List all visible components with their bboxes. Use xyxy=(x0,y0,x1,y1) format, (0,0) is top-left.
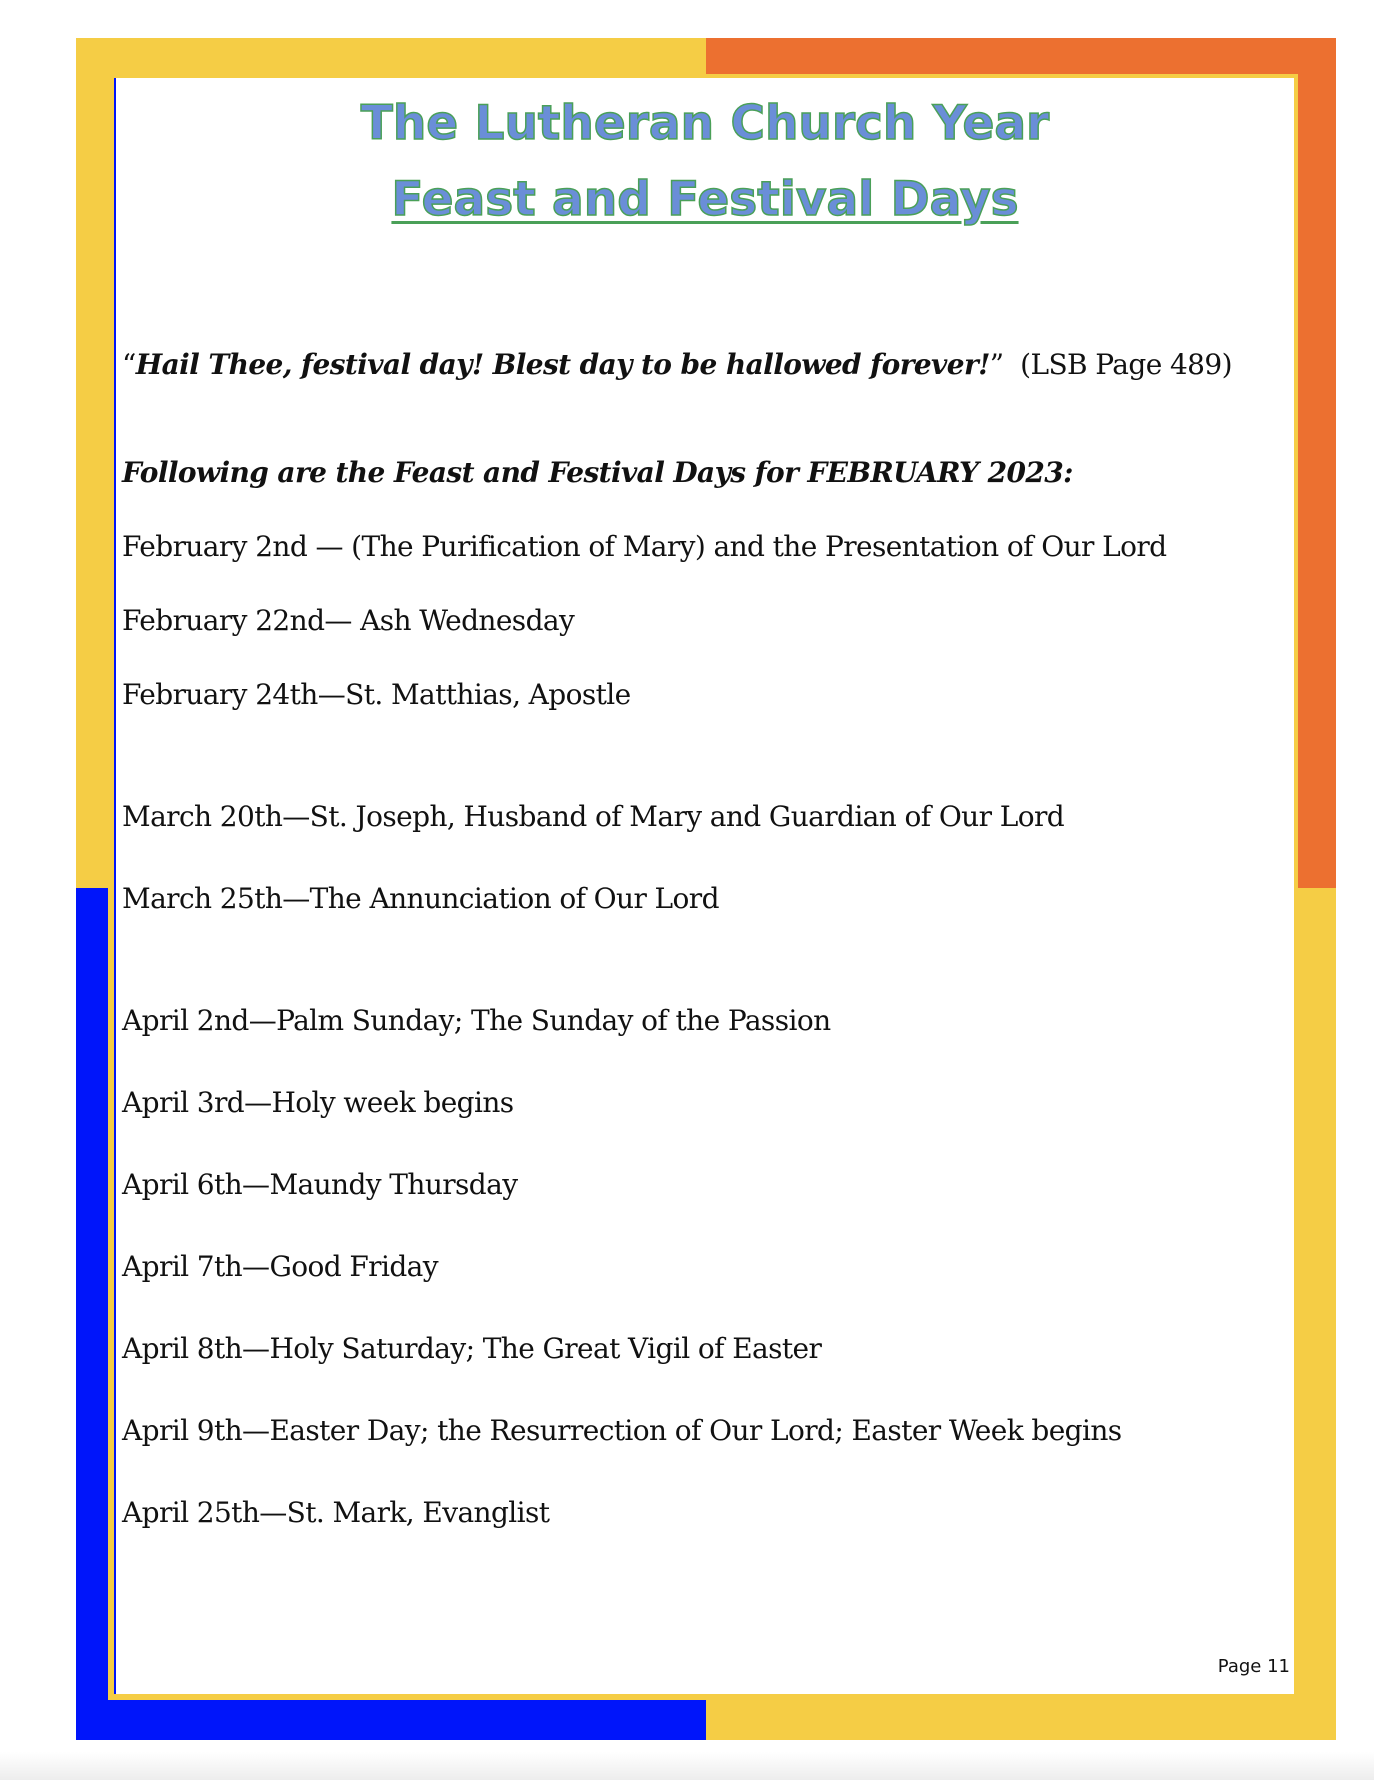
page-subtitle: Feast and Festival Days xyxy=(391,172,1019,227)
page-number: Page 11 xyxy=(1217,1656,1290,1677)
list-item: February 22nd— Ash Wednesday xyxy=(122,604,575,637)
section-heading: Following are the Feast and Festival Days for FEBRUARY 2023: xyxy=(122,456,1073,489)
quote-close-mark: ” xyxy=(989,348,1004,381)
list-item: February 2nd — (The Purification of Mary) and the Presentation of Our Lord xyxy=(122,530,1167,563)
quote-citation: (LSB Page 489) xyxy=(1020,348,1232,381)
page-content xyxy=(114,78,1294,1694)
list-item: April 3rd—Holy week begins xyxy=(122,1086,514,1119)
quote-open-mark: “ xyxy=(122,348,136,381)
list-item: April 6th—Maundy Thursday xyxy=(122,1168,518,1201)
viewer-bottom-edge xyxy=(0,1752,1374,1780)
list-item: February 24th—St. Matthias, Apostle xyxy=(122,678,631,711)
hymn-quote xyxy=(122,348,1232,381)
list-item: April 2nd—Palm Sunday; The Sunday of the Passion xyxy=(122,1004,831,1037)
list-item: April 25th—St. Mark, Evanglist xyxy=(122,1496,550,1529)
list-item: March 25th—The Annunciation of Our Lord xyxy=(122,882,719,915)
list-item: April 8th—Holy Saturday; The Great Vigil of Easter xyxy=(122,1332,822,1365)
quote-text: Hail Thee, festival day! Blest day to be hallowed forever! xyxy=(135,348,990,381)
list-item: April 9th—Easter Day; the Resurrection of Our Lord; Easter Week begins xyxy=(122,1414,1122,1447)
page-title: The Lutheran Church Year xyxy=(360,96,1050,151)
list-item: April 7th—Good Friday xyxy=(122,1250,438,1283)
list-item: March 20th—St. Joseph, Husband of Mary and Guardian of Our Lord xyxy=(122,800,1065,833)
